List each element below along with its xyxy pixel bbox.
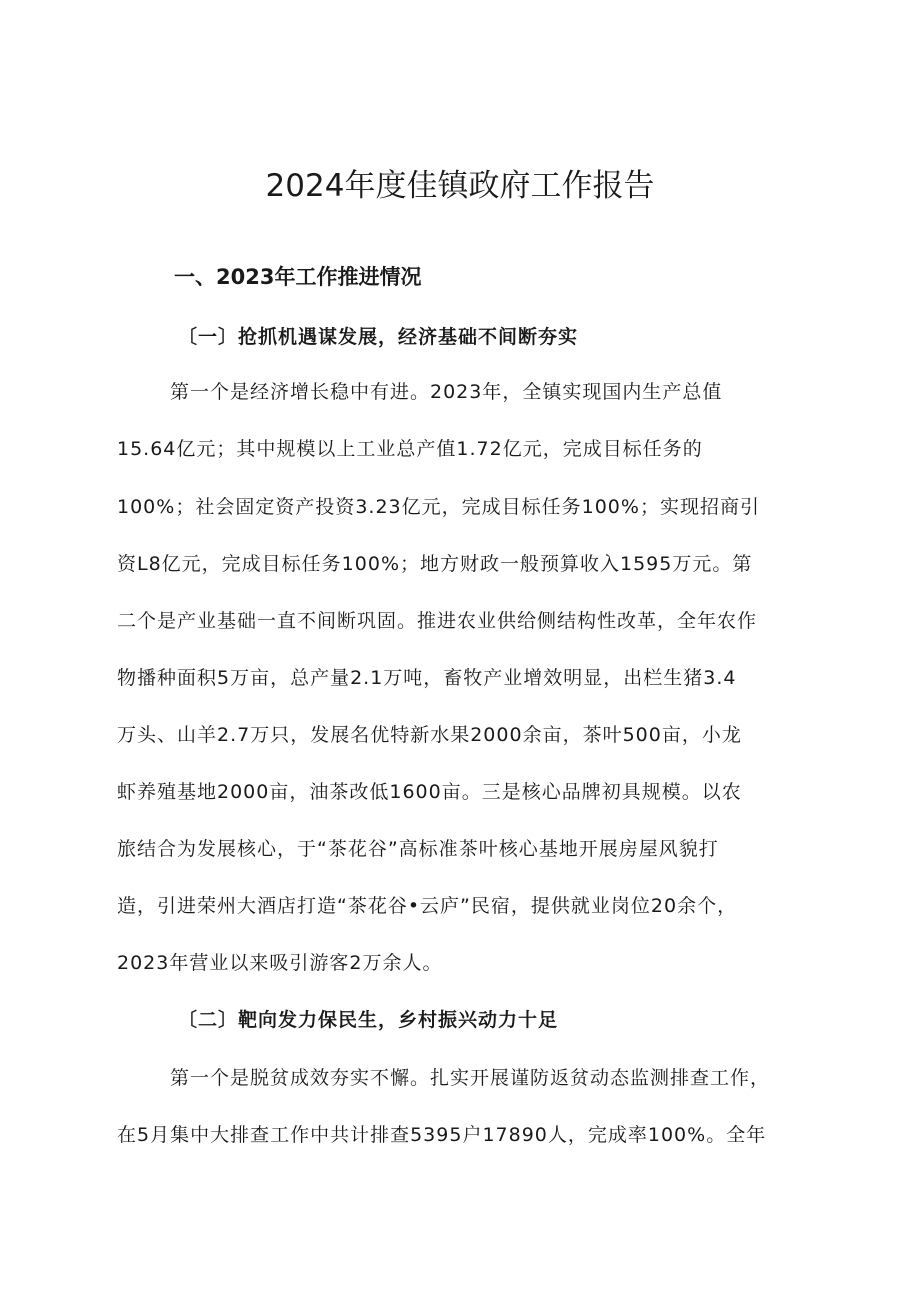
paragraph-line: 100%；社会固定资产投资3.23亿元，完成目标任务100%；实现招商引 <box>117 496 760 518</box>
paragraph-line: 第一个是脱贫成效夯实不懈。扎实开展谨防返贫动态监测排查工作， <box>170 1067 771 1089</box>
paragraph-line: 15.64亿元；其中规模以上工业总产值1.72亿元，完成目标任务的 <box>117 438 703 460</box>
paragraph-line: 造，引进荣州大酒店打造“茶花谷•云庐”民宿，提供就业岗位20余个， <box>117 895 738 917</box>
paragraph-line: 虾养殖基地2000亩，油茶改低1600亩。三是核心品牌初具规模。以农 <box>117 781 742 803</box>
document-title: 2024年度佳镇政府工作报告 <box>265 168 655 204</box>
paragraph-line: 万头、山羊2.7万只，发展名优特新水果2000余亩，茶叶500亩，小龙 <box>117 724 742 746</box>
subsection-heading-1: 〔一〕抢抓机遇谋发展，经济基础不间断夯实 <box>178 326 579 348</box>
paragraph-line: 资L8亿元，完成目标任务100%；地方财政一般预算收入1595万元。第 <box>117 553 753 575</box>
paragraph-line: 在5月集中大排查工作中共计排查5395户17890人，完成率100%。全年 <box>117 1124 767 1146</box>
paragraph-line: 旅结合为发展核心，于“茶花谷”高标准茶叶核心基地开展房屋风貌打 <box>117 838 719 860</box>
section-heading-1: 一、2023年工作推进情况 <box>174 265 422 289</box>
subsection-heading-2: 〔二〕靶向发力保民生，乡村振兴动力十足 <box>178 1009 559 1031</box>
paragraph-line: 2023年营业以来吸引游客2万余人。 <box>117 952 443 974</box>
paragraph-line: 二个是产业基础一直不间断巩固。推进农业供给侧结构性改革，全年农作 <box>117 610 758 632</box>
paragraph-line: 物播种面积5万亩，总产量2.1万吨，畜牧产业增效明显，出栏生猪3.4 <box>117 667 737 689</box>
paragraph-line: 第一个是经济增长稳中有进。2023年，全镇实现国内生产总值 <box>170 381 723 403</box>
